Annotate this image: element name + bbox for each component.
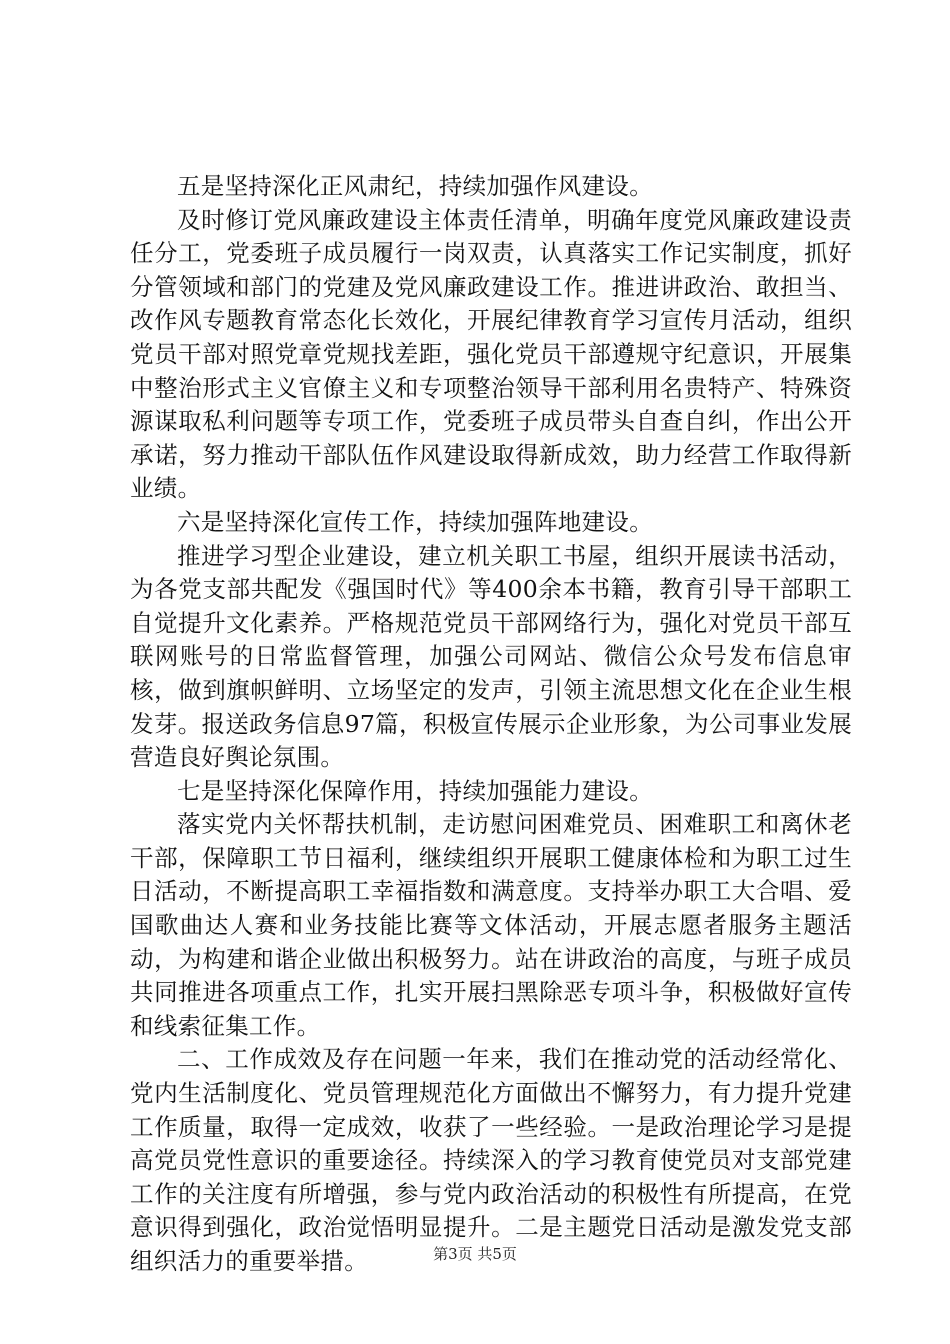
body-paragraph: 二、工作成效及存在问题一年来，我们在推动党的活动经常化、党内生活制度化、党员管理规范化方面做出不懈努力，有力提升党建工作质量，取得一定成效，收获了一些经验。一是政治理论学习是提高党员党性意识的重要途径。持续深入的学习教育使党员对支部党建工作的关注度有所增强，参与党内政治活动的积极性有所提高，在党意识得到强化，政治觉悟明显提升。二是主题党日活动是激发党支部组织活力的重要举措。: [130, 1045, 852, 1275]
body-paragraph: 推进学习型企业建设，建立机关职工书屋，组织开展读书活动，为各党支部共配发《强国时代》等400余本书籍，教育引导干部职工自觉提升文化素养。严格规范党员干部网络行为，强化对党员干部互联网账号的日常监督管理，加强公司网站、微信公众号发布信息审核，做到旗帜鲜明、立场坚定的发声，引领主流思想文化在企业生根发芽。报送政务信息97篇，积极宣传展示企业形象，为公司事业发展营造良好舆论氛围。: [130, 541, 852, 772]
section-heading-six: 六是坚持深化宣传工作，持续加强阵地建设。: [177, 507, 653, 536]
document-body: [130, 170, 852, 1279]
section-heading-seven: 七是坚持深化保障作用，持续加强能力建设。: [177, 776, 653, 805]
section-heading-five: 五是坚持深化正风肃纪，持续加强作风建设。: [177, 172, 653, 200]
page-footer: 第3页 共5页: [433, 1245, 517, 1263]
body-paragraph: 落实党内关怀帮扶机制，走访慰问困难党员、困难职工和离休老干部，保障职工节日福利，继续组织开展职工健康体检和为职工过生日活动，不断提高职工幸福指数和满意度。支持举办职工大合唱、爱国歌曲达人赛和业务技能比赛等文体活动，开展志愿者服务主题活动，为构建和谐企业做出积极努力。站在讲政治的高度，与班子成员共同推进各项重点工作，扎实开展扫黑除恶专项斗争，积极做好宣传和线索征集工作。: [130, 810, 852, 1040]
body-paragraph: 及时修订党风廉政建设主体责任清单，明确年度党风廉政建设责任分工，党委班子成员履行一岗双责，认真落实工作记实制度，抓好分管领域和部门的党建及党风廉政建设工作。推进讲政治、敢担当、改作风专题教育常态化长效化，开展纪律教育学习宣传月活动，组织党员干部对照党章党规找差距，强化党员干部遵规守纪意识，开展集中整治形式主义官僚主义和专项整治领导干部利用名贵特产、特殊资源谋取私利问题等专项工作，党委班子成员带头自查自纠，作出公开承诺，努力推动干部队伍作风建设取得新成效，助力经营工作取得新业绩。: [130, 205, 852, 503]
